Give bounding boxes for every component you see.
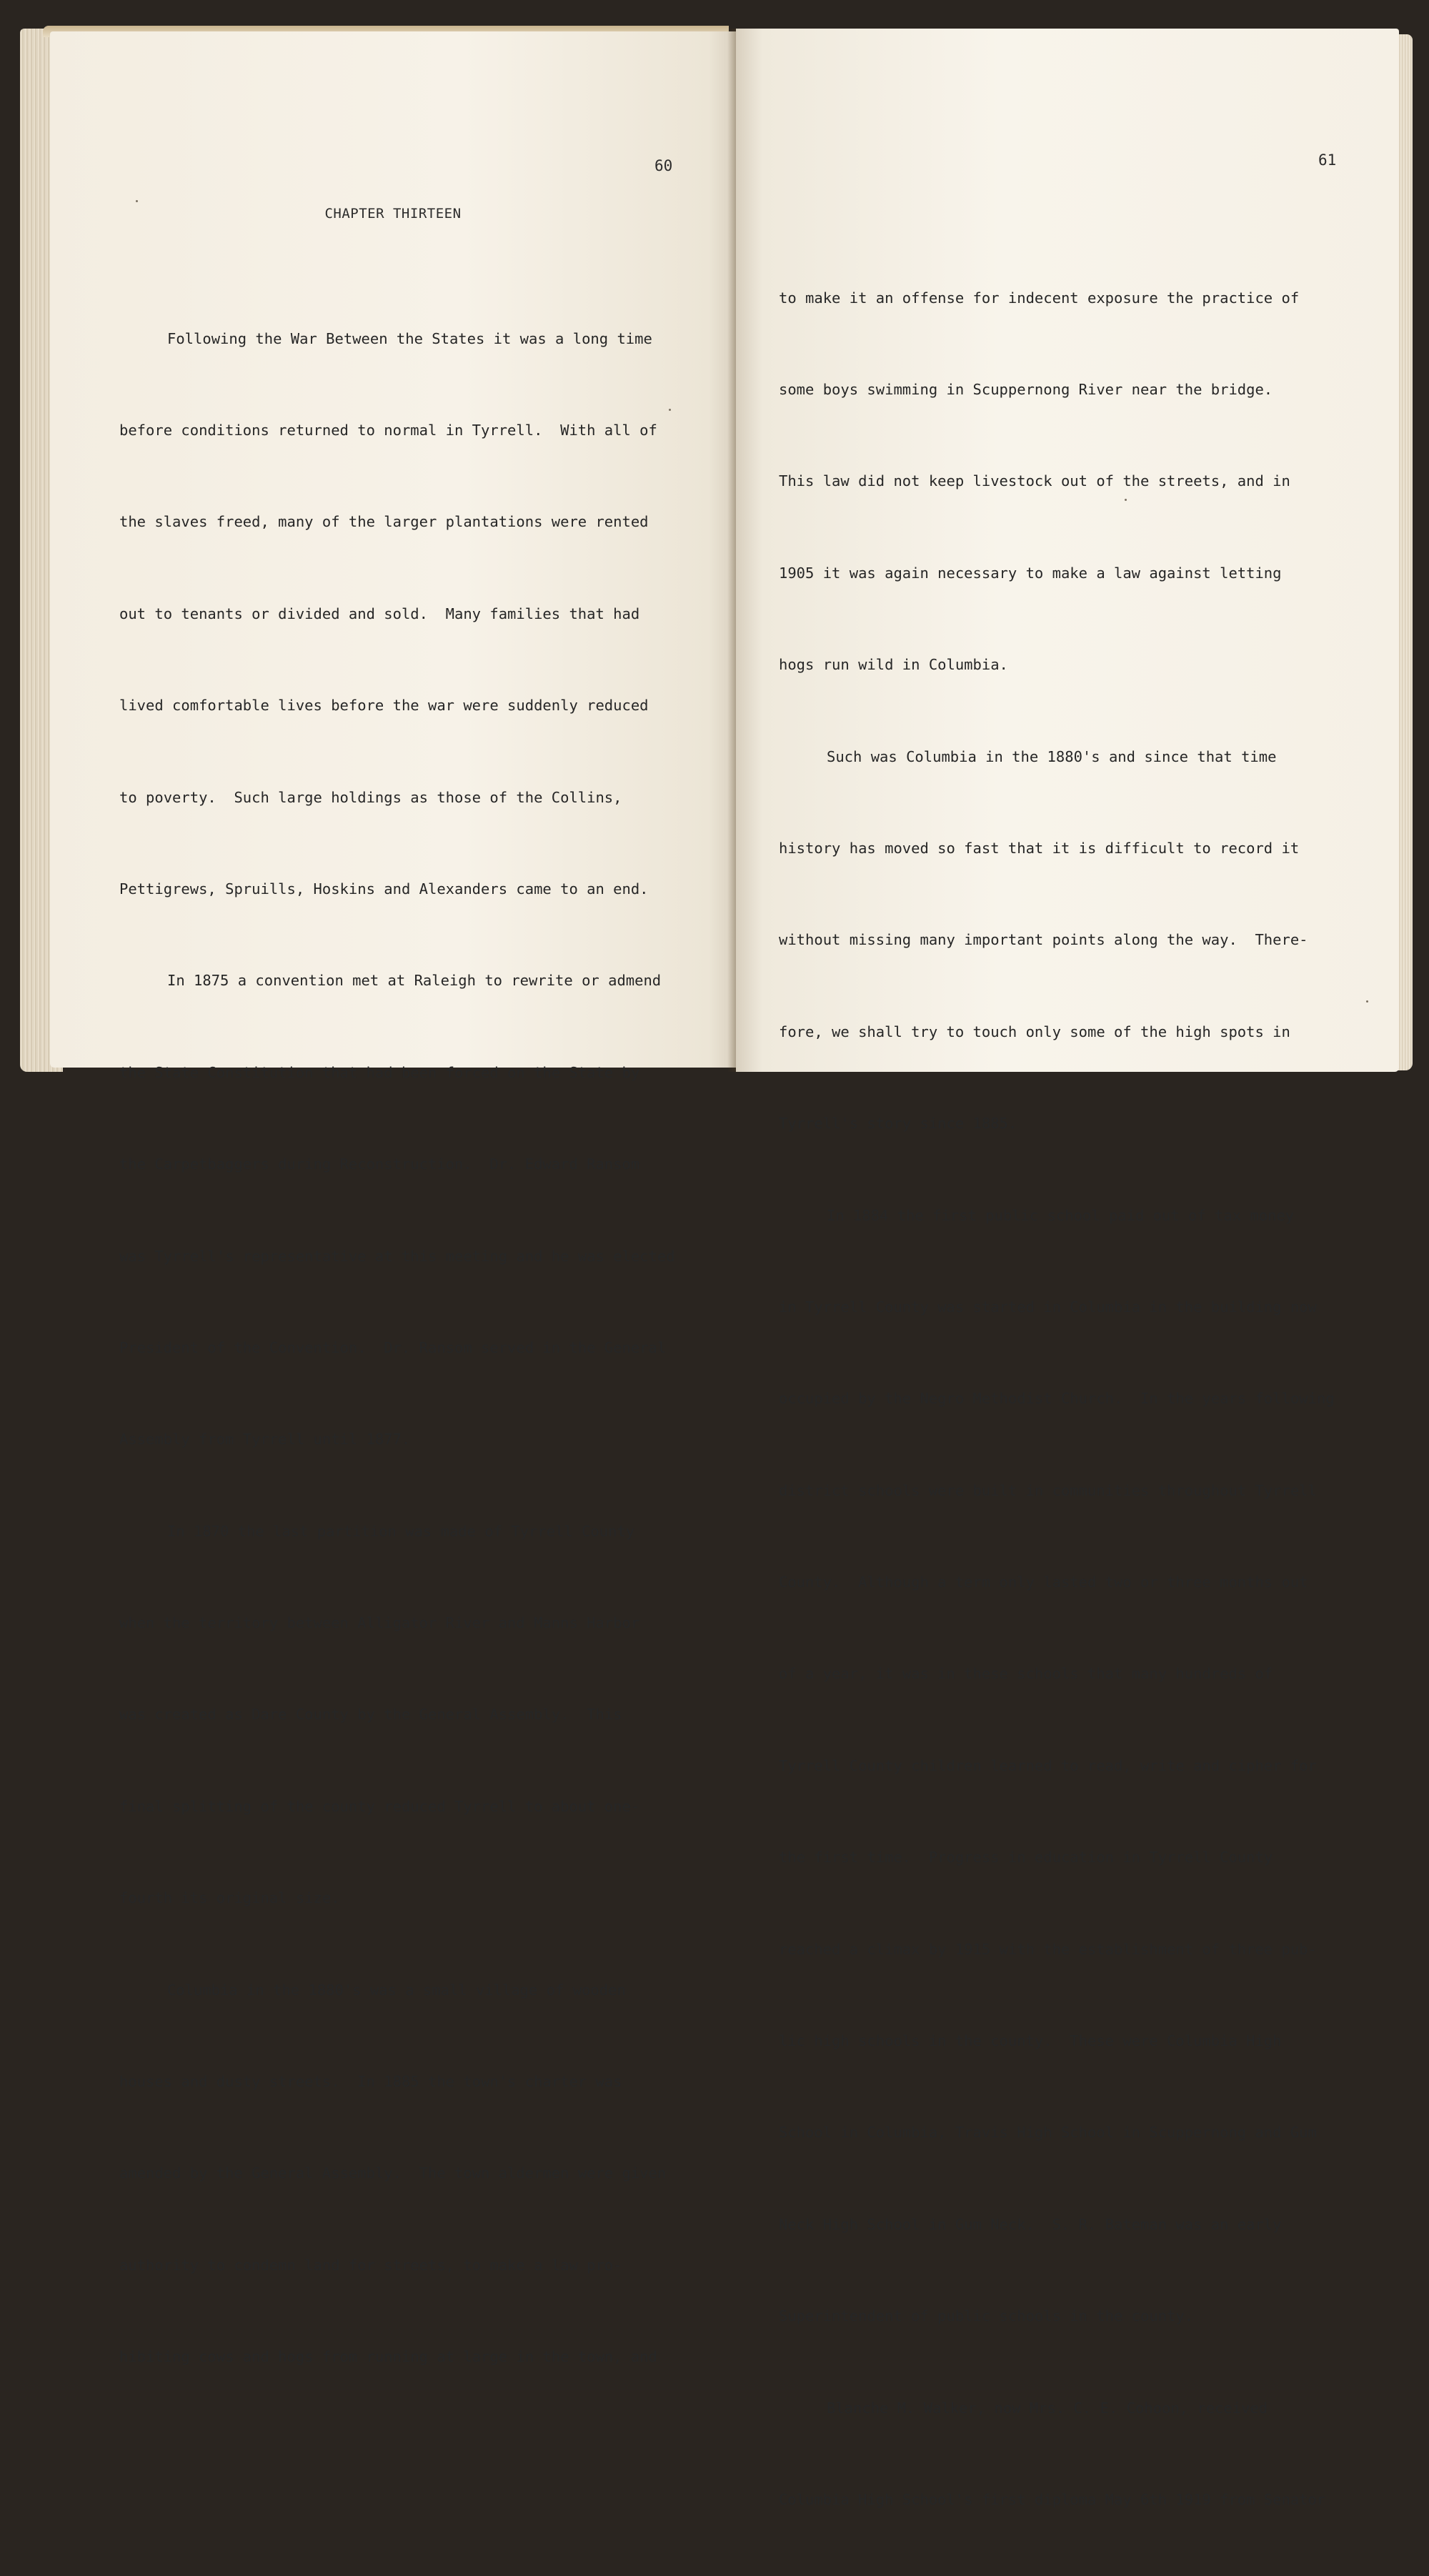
paper-speck (1366, 1000, 1368, 1003)
text-line: some boys swimming in Scuppernong River near the bridge. (779, 380, 1273, 398)
text-line: In 1870 the last partition was made of Tyrrell County (167, 1522, 635, 1540)
text-line: hibiting cows and hogs from running at large in the town, and (119, 2348, 657, 2366)
text-line: was created as Dare County by the General Assembly. This (119, 1706, 622, 1724)
text-line: lived comfortable lives before the war were suddenly reduced (119, 697, 649, 715)
text-line: Superintendent of public schools in the county. (779, 2307, 1194, 2325)
text-line: Blanche M. Walker, now Mrs. C. E. Cohoon, received (827, 2399, 1268, 2417)
text-line: the Carpetbaggers during Reconstruction. Dr. Edward Ransom (119, 1155, 640, 1173)
text-line: houses and dusty streets. In 1885 the town's charter was (119, 2073, 622, 2091)
right-page-body (779, 222, 1335, 2576)
text-line: the State Constitution that had been forced on the State by (119, 1063, 640, 1081)
left-page-body (119, 262, 675, 2434)
text-line: history has moved so fast that it is difficult to record it (779, 839, 1300, 857)
text-line: was Tyrrell's representative at this meeting and he was elected (119, 1247, 675, 1265)
text-line: This law did not keep livestock out of the streets, and in (779, 472, 1290, 490)
paper-speck (1125, 499, 1127, 501)
right-page-edges (1397, 34, 1413, 1070)
text-line: 1905 it was again necessary to make a law against letting (779, 564, 1282, 582)
text-line: to make it an offense for indecent exposure the practice of (779, 289, 1300, 307)
text-line: Such was Columbia in the 1880's and since that time (827, 747, 1277, 765)
text-line: before conditions returned to normal in Tyrrell. With all of (119, 421, 657, 439)
text-line: County. Although a term only lasted two or three months out (779, 1573, 1308, 1591)
text-line: President of the Convention. Dr. Ransom served in the General (119, 1338, 667, 1356)
text-line: fore, we shall try to touch only some of the high spots in (779, 1023, 1290, 1040)
text-line: lic high schools in the county. These were Columbia High (779, 2032, 1282, 2050)
text-line: In 1884 the first public school paid out of tax money (827, 1206, 1295, 1224)
text-line: of a year, it was in these schools that many hundreds of (779, 1665, 1273, 1683)
text-line: Following the War Between the States it was a long time (167, 329, 652, 347)
text-line: In 1875 a convention met at Raleigh to rewrite or admend (167, 972, 662, 990)
text-line: amended by the General Assembly. The town aldermen were given (119, 2164, 667, 2182)
text-line: Tyrrell's story since 1885. (779, 1115, 1017, 1133)
left-page (50, 31, 736, 2366)
chapter-title: CHAPTER THIRTEEN (324, 206, 462, 222)
text-line: Columbia in the 1880's was a small village of wooden (167, 1981, 626, 1999)
page-number-left: 60 (654, 157, 673, 174)
text-line: district schools were built in communities throughout Tyrrell (779, 1481, 1317, 1499)
text-line: to poverty. Such large holdings as those of the Collins, (119, 788, 622, 806)
text-line: Neck High School in Gum Neck. S. R. Bateman was an early (779, 2215, 1282, 2233)
text-line: the slaves freed, many of the larger plantations were rented (119, 513, 649, 531)
text-line: fourth its original size. (119, 1889, 340, 1907)
text-line: Tyrrell County children learned to read, write and cipher for (779, 1756, 1317, 1774)
text-line: out to tenants or divided and sold. Many families that had (119, 605, 640, 622)
paper-speck (136, 200, 138, 202)
text-line: final splitting of the county reduced Tyrrell to about one- (119, 1797, 640, 1815)
text-line: School in Columbia, Travis High School in Scuppernong and Gum (779, 2124, 1317, 2142)
text-line: when the territory between Alligator River and Manns Harbor (119, 1614, 640, 1632)
right-page (736, 29, 1399, 2508)
paper-speck (669, 409, 671, 411)
text-line: in Tyrrell County was started in Columbia in the building now (779, 1298, 1317, 1316)
text-line: Assembly from Tyrrell until 1877. (119, 1431, 411, 1448)
text-line: without missing many important points along the way. There- (779, 931, 1308, 949)
page-number-right: 61 (1318, 151, 1337, 169)
text-line: authority to condemn land for streets, to make a law pro- (119, 2256, 622, 2274)
text-line: Columbia High School's first diploma May 6th 1919 from Senator (779, 2490, 1326, 2508)
text-line: hogs run wild in Columbia. (779, 656, 1008, 674)
text-line: the first time. Progress in education in Tyrrell County (779, 1849, 1273, 1866)
text-line: occupied by the Negro Methodist Church. In the years following (779, 1390, 1335, 1408)
text-line: Pettigrews, Spruills, Hoskins and Alexanders came to an end. (119, 880, 649, 897)
text-line: reached a climax by 1915 with the establishment of three pub- (779, 1940, 1317, 1958)
